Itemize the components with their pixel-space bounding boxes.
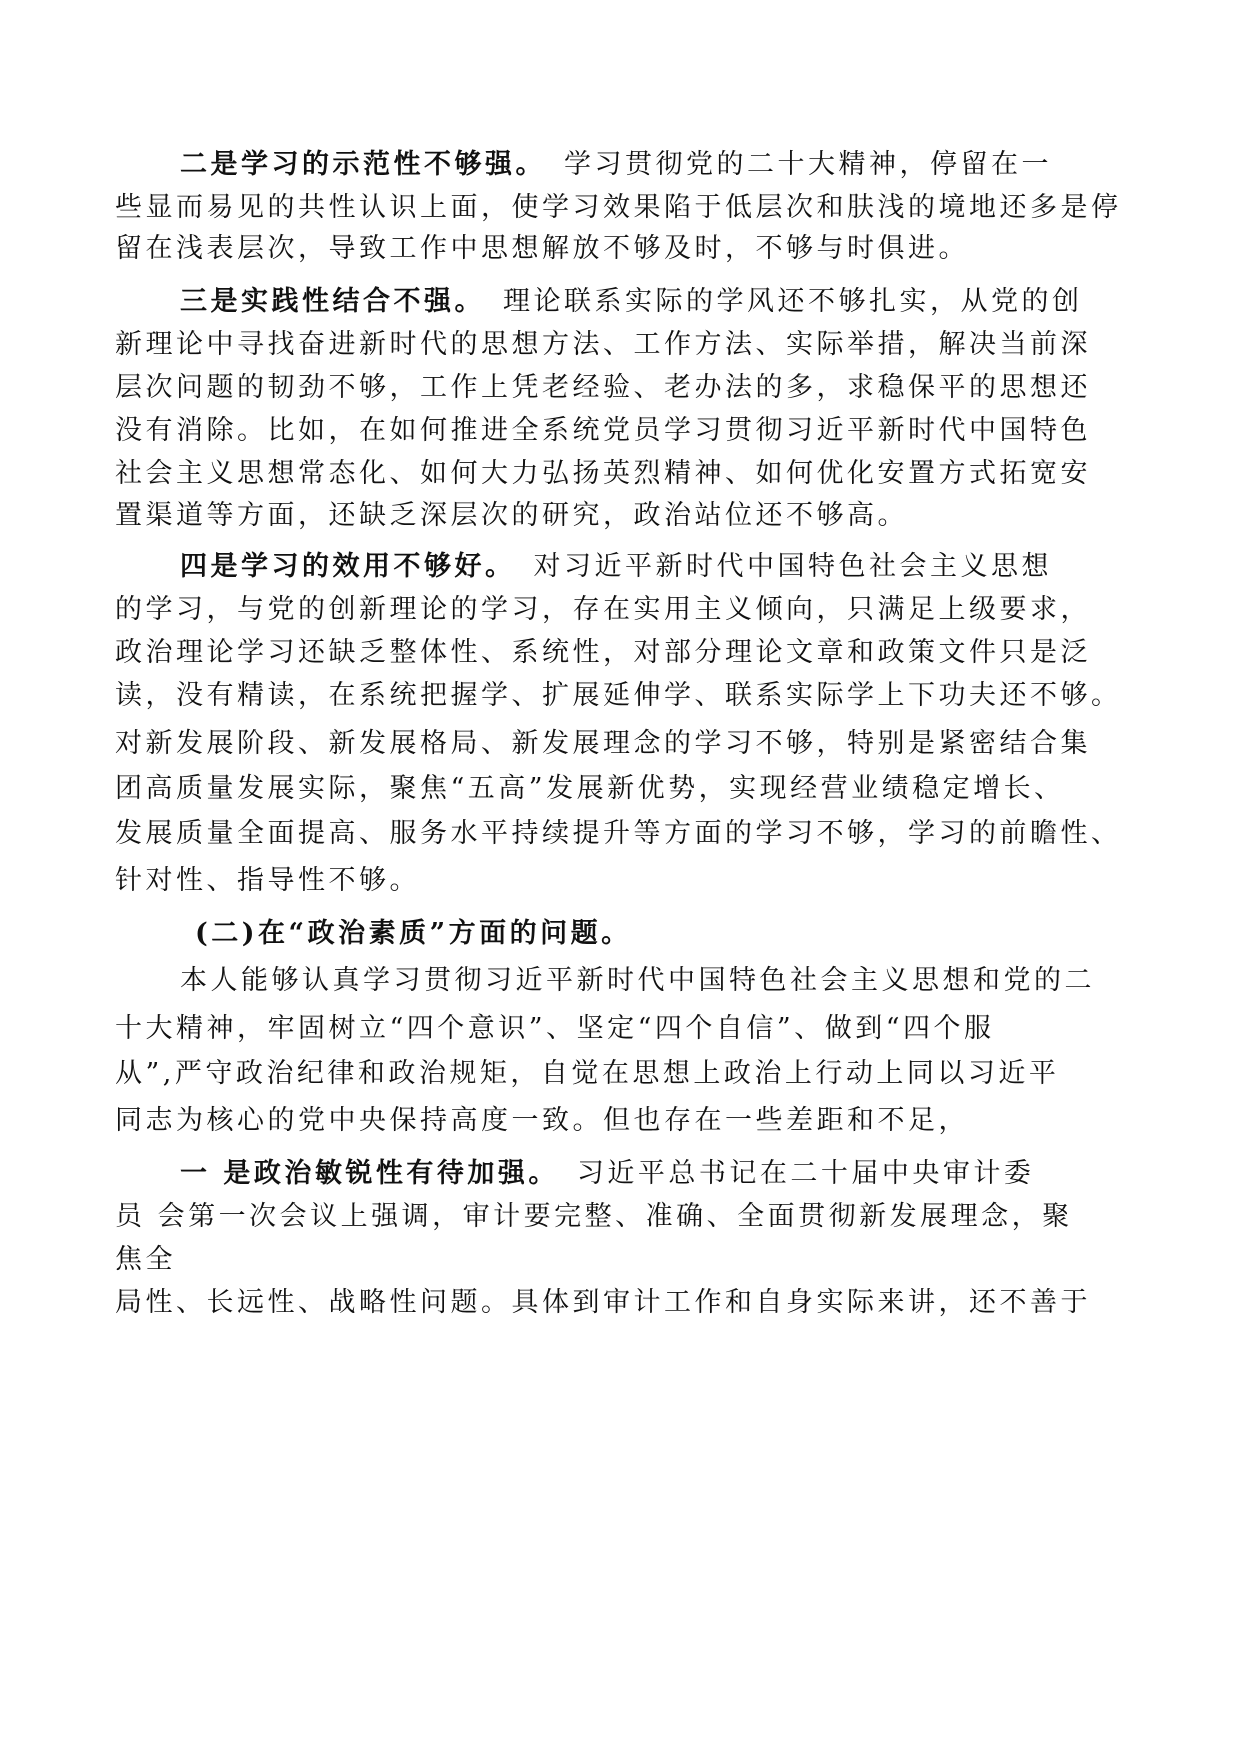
paragraph-3-line-2: 的学习，与党的创新理论的学习，存在实用主义倾向，只满足上级要求，	[115, 594, 1091, 625]
paragraph-4-line-4: 同志为核心的党中央保持高度一致。但也存在一些差距和不足，	[115, 1105, 969, 1136]
paragraph-2-text: 理论联系实际的学风还不够扎实，从党的创	[503, 286, 1083, 317]
paragraph-2-line-6: 置渠道等方面，还缺乏深层次的研究，政治站位还不够高。	[115, 500, 908, 531]
paragraph-3-text: 对习近平新时代中国特色社会主义思想	[533, 551, 1052, 582]
paragraph-3-line-5: 对新发展阶段、新发展格局、新发展理念的学习不够，特别是紧密结合集	[115, 728, 1091, 759]
paragraph-2-line-2: 新理论中寻找奋进新时代的思想方法、工作方法、实际举措，解决当前深	[115, 329, 1091, 360]
paragraph-3-line-8: 针对性、指导性不够。	[115, 865, 420, 896]
paragraph-3-line-7: 发展质量全面提高、服务水平持续提升等方面的学习不够，学习的前瞻性、	[115, 818, 1122, 849]
paragraph-4-line-2: 十大精神，牢固树立“四个意识”、坚定“四个自信”、做到“四个服	[115, 1013, 995, 1044]
paragraph-3-line-3: 政治理论学习还缺乏整体性、系统性，对部分理论文章和政策文件只是泛	[115, 637, 1091, 668]
paragraph-5-lead: 一 是政治敏锐性有待加强。	[180, 1158, 559, 1189]
paragraph-5-line-4: 局性、长远性、战略性问题。具体到审计工作和自身实际来讲，还不善于	[115, 1287, 1091, 1318]
paragraph-5-line-1	[180, 1155, 1034, 1193]
paragraph-2-line-5: 社会主义思想常态化、如何大力弘扬英烈精神、如何优化安置方式拓宽安	[115, 458, 1091, 489]
paragraph-1-text: 学习贯彻党的二十大精神，停留在一	[564, 149, 1052, 180]
paragraph-1-line-2: 些显而易见的共性认识上面，使学习效果陷于低层次和肤浅的境地还多是停	[115, 192, 1122, 223]
paragraph-2-line-4: 没有消除。比如，在如何推进全系统党员学习贯彻习近平新时代中国特色	[115, 415, 1091, 446]
paragraph-5-text: 习近平总书记在二十届中央审计委	[576, 1158, 1035, 1189]
paragraph-5-line-2: 员 会第一次会议上强调，审计要完整、准确、全面贯彻新发展理念，聚	[115, 1201, 1073, 1232]
paragraph-3-line-1	[180, 548, 1052, 586]
paragraph-5-line-3: 焦全	[115, 1244, 176, 1275]
paragraph-2-line-1	[180, 283, 1083, 321]
paragraph-1-lead: 二是学习的示范性不够强。	[180, 149, 546, 180]
paragraph-4-line-1: 本人能够认真学习贯彻习近平新时代中国特色社会主义思想和党的二	[180, 965, 1095, 996]
paragraph-1-line-3: 留在浅表层次，导致工作中思想解放不够及时，不够与时俱进。	[115, 233, 969, 264]
section-2-heading: (二)在“政治素质”方面的问题。	[195, 918, 632, 949]
paragraph-2-lead: 三是实践性结合不强。	[180, 286, 485, 317]
paragraph-2-line-3: 层次问题的韧劲不够，工作上凭老经验、老办法的多，求稳保平的思想还	[115, 372, 1091, 403]
paragraph-3-line-6: 团高质量发展实际，聚焦“五高”发展新优势，实现经营业绩稳定增长、	[115, 773, 1065, 804]
paragraph-3-lead: 四是学习的效用不够好。	[180, 551, 516, 582]
paragraph-1-line-1	[180, 146, 1052, 184]
paragraph-3-line-4: 读，没有精读，在系统把握学、扩展延伸学、联系实际学上下功夫还不够。	[115, 680, 1122, 711]
paragraph-4-line-3: 从”,严守政治纪律和政治规矩，自觉在思想上政治上行动上同以习近平	[115, 1058, 1060, 1089]
